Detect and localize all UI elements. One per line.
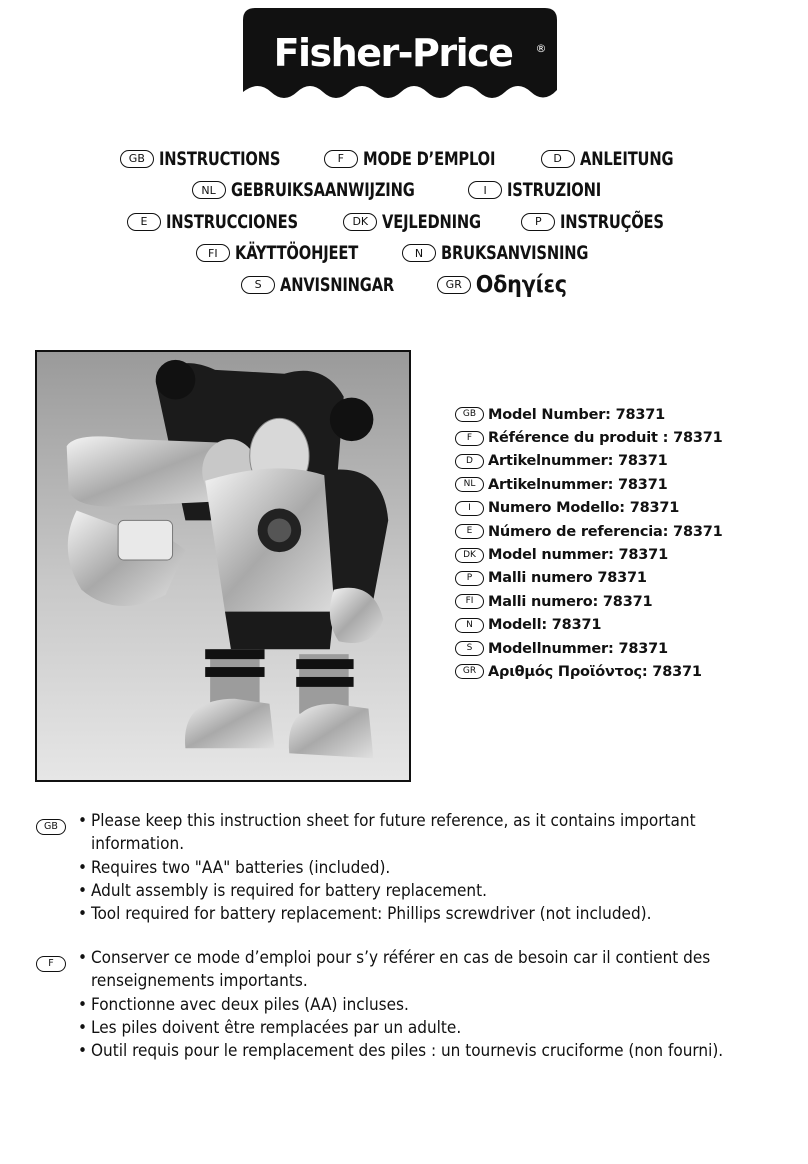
language-row	[0, 143, 808, 175]
language-code-badge: E	[455, 524, 484, 539]
instructions-english	[36, 810, 756, 926]
model-number-row	[455, 450, 795, 473]
language-heading	[324, 148, 517, 170]
language-code-badge: FI	[455, 594, 484, 609]
model-number-text: Model Number: 78371	[488, 406, 666, 423]
list-item: • Fonctionne avec deux piles (AA) incluses.	[78, 994, 756, 1017]
language-title: INSTRUÇÕES	[560, 210, 665, 233]
model-number-text: Artikelnummer: 78371	[488, 476, 668, 493]
language-code-badge: N	[455, 618, 484, 633]
model-number-list	[455, 403, 795, 684]
fisher-price-logo	[243, 8, 557, 104]
list-item: • Requires two "AA" batteries (included).	[78, 857, 756, 880]
bullet-list	[36, 810, 756, 926]
language-row	[0, 206, 808, 238]
model-number-text: Référence du produit : 78371	[488, 430, 723, 447]
language-code-badge: S	[241, 276, 275, 294]
language-title: BRUKSANVISNING	[440, 242, 589, 265]
model-number-row	[455, 426, 795, 449]
model-number-row	[455, 473, 795, 496]
model-number-text: Modell: 78371	[488, 617, 602, 634]
bullet-list	[36, 947, 756, 1063]
language-code-badge: FI	[196, 244, 230, 262]
instructions-french	[36, 947, 756, 1063]
list-item: • Tool required for battery replacement: Phillips screwdriver (not included).	[78, 903, 756, 926]
language-headings	[0, 143, 808, 301]
language-code-badge: NL	[192, 181, 226, 199]
language-title: KÄYTTÖOHJEET	[234, 242, 358, 265]
language-title: VEJLEDNING	[382, 210, 482, 233]
language-code-badge: P	[521, 213, 555, 231]
language-heading	[120, 148, 300, 170]
language-heading	[241, 274, 413, 296]
language-title: GEBRUIKSAANWIJZING	[230, 179, 415, 202]
language-heading	[468, 179, 616, 201]
language-heading	[402, 242, 612, 264]
language-code-badge: P	[455, 571, 484, 586]
language-code-badge: N	[402, 244, 436, 262]
model-number-row	[455, 614, 795, 637]
language-code-badge: D	[541, 150, 575, 168]
list-item: • Outil requis pour le remplacement des piles : un tournevis cruciforme (non fourni).	[78, 1040, 756, 1063]
model-number-text: Model nummer: 78371	[488, 547, 668, 564]
language-heading	[192, 179, 445, 201]
model-number-text: Αριθμός Προϊόντος: 78371	[488, 663, 702, 680]
list-item: • Conserver ce mode d’emploi pour s’y référer en cas de besoin car il contient des renseignements importants.	[78, 947, 756, 994]
model-number-text: Numero Modello: 78371	[488, 500, 680, 517]
language-code-badge: F	[324, 150, 358, 168]
model-number-text: Malli numero: 78371	[488, 593, 653, 610]
language-title: ISTRUZIONI	[507, 179, 602, 202]
model-number-row	[455, 567, 795, 590]
list-item: • Adult assembly is required for battery replacement.	[78, 880, 756, 903]
language-code-badge: GB	[120, 150, 154, 168]
language-code-badge: GR	[455, 664, 484, 679]
language-row	[0, 269, 808, 301]
model-number-text: Artikelnummer: 78371	[488, 453, 668, 470]
language-code-badge: DK	[343, 213, 377, 231]
language-code-badge: I	[455, 501, 484, 516]
language-row	[0, 238, 808, 270]
language-row	[0, 175, 808, 207]
language-title: MODE D’EMPLOI	[362, 147, 496, 170]
model-number-row	[455, 543, 795, 566]
language-code-badge: S	[455, 641, 484, 656]
model-number-text: Modellnummer: 78371	[488, 640, 668, 657]
language-code-badge: F	[36, 956, 66, 972]
language-code-badge: GR	[437, 276, 471, 294]
language-code-badge: NL	[455, 477, 484, 492]
language-heading	[343, 211, 497, 233]
language-code-badge: F	[455, 431, 484, 446]
language-heading	[196, 242, 378, 264]
language-title: ANVISNINGAR	[280, 273, 395, 296]
list-item: • Les piles doivent être remplacées par un adulte.	[78, 1017, 756, 1040]
brand-wordmark: Fisher-Price	[273, 31, 513, 75]
model-number-text: Número de referencia: 78371	[488, 523, 723, 540]
language-title: INSTRUCCIONES	[165, 210, 298, 233]
model-number-row	[455, 403, 795, 426]
model-number-row	[455, 520, 795, 543]
section-language	[36, 951, 71, 972]
model-number-text: Malli numero 78371	[488, 570, 647, 587]
language-code-badge: DK	[455, 548, 484, 563]
language-code-badge: E	[127, 213, 161, 231]
model-number-row	[455, 660, 795, 683]
language-code-badge: D	[455, 454, 484, 469]
language-code-badge: GB	[36, 819, 66, 835]
product-photo	[35, 350, 411, 782]
section-language	[36, 814, 71, 835]
list-item: • Please keep this instruction sheet for future reference, as it contains important information.	[78, 810, 756, 857]
language-heading	[541, 148, 689, 170]
language-title: ANLEITUNG	[579, 147, 673, 170]
language-title: Οδηγίες	[475, 271, 567, 298]
language-title: INSTRUCTIONS	[158, 147, 281, 170]
registered-mark: ®	[535, 42, 547, 55]
language-heading	[521, 211, 681, 233]
language-heading	[127, 211, 319, 233]
model-number-row	[455, 497, 795, 520]
language-code-badge: GB	[455, 407, 484, 422]
language-code-badge: I	[468, 181, 502, 199]
model-number-row	[455, 590, 795, 613]
language-heading	[437, 272, 567, 298]
model-number-row	[455, 637, 795, 660]
